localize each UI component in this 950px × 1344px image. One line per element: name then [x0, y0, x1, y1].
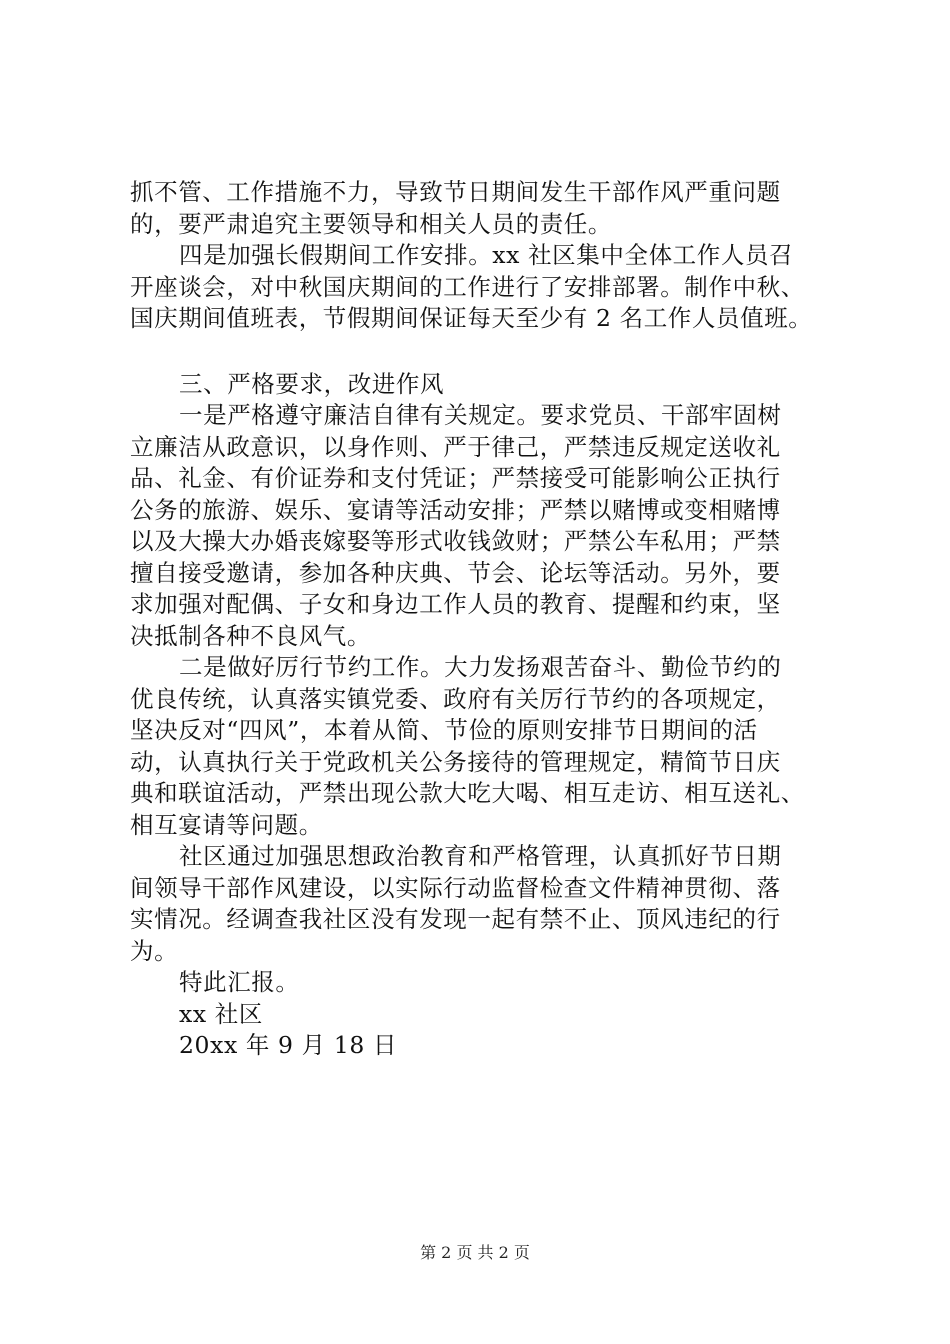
page-footer: 第 2 页 共 2 页 — [420, 1243, 530, 1262]
text-line: 社区通过加强思想政治教育和严格管理，认真抓好节日期 — [179, 842, 782, 870]
text-line: 公务的旅游、娱乐、宴请等活动安排；严禁以赌博或变相赌博 — [130, 495, 781, 524]
text-line: 典和联谊活动，严禁出现公款大吃大喝、相互走访、相互送礼、 — [130, 779, 805, 807]
text-line: 优良传统，认真落实镇党委、政府有关厉行节约的各项规定， — [130, 684, 781, 713]
text-line: 求加强对配偶、子女和身边工作人员的教育、提醒和约束，坚 — [130, 590, 781, 618]
closing-text: 特此汇报。 — [179, 968, 300, 996]
text-line: 决抵制各种不良风气。 — [130, 621, 371, 650]
text-line: 国庆期间值班表，节假期间保证每天至少有 2 名工作人员值班。 — [130, 304, 813, 332]
section-heading: 三、严格要求，改进作风 — [179, 369, 445, 398]
text-line: 以及大操大办婚丧嫁娶等形式收钱敛财；严禁公车私用；严禁 — [130, 527, 781, 555]
text-line: 擅自接受邀请，参加各种庆典、节会、论坛等活动。另外，要 — [130, 558, 781, 587]
text-line: 坚决反对“四风”，本着从简、节俭的原则安排节日期间的活 — [130, 716, 758, 744]
text-line: 二是做好厉行节约工作。大力发扬艰苦奋斗、勤俭节约的 — [179, 653, 782, 681]
blank-line — [130, 335, 850, 369]
text-line: 开座谈会，对中秋国庆期间的工作进行了安排部署。制作中秋、 — [130, 272, 805, 301]
text-line: 的，要严肃追究主要领导和相关人员的责任。 — [130, 209, 612, 238]
text-line: 实情况。经调查我社区没有发现一起有禁不止、顶风违纪的行 — [130, 905, 781, 933]
text-line: 为。 — [130, 936, 179, 965]
text-line: 一是严格遵守廉洁自律有关规定。要求党员、干部牢固树 — [179, 401, 782, 429]
text-line: 抓不管、工作措施不力，导致节日期间发生干部作风严重问题 — [130, 178, 781, 206]
text-line: 四是加强长假期间工作安排。xx 社区集中全体工作人员召 — [179, 241, 794, 269]
text-line: 品、礼金、有价证券和支付凭证；严禁接受可能影响公正执行 — [130, 464, 781, 492]
signature-date: 20xx 年 9 月 18 日 — [179, 1031, 398, 1059]
signature-org: xx 社区 — [179, 999, 263, 1028]
document-body — [130, 177, 850, 1062]
text-line: 间领导干部作风建设，以实际行动监督检查文件精神贯彻、落 — [130, 873, 781, 902]
text-line: 立廉洁从政意识，以身作则、严于律己，严禁违反规定送收礼 — [130, 432, 781, 461]
text-line: 相互宴请等问题。 — [130, 810, 323, 839]
text-line: 动，认真执行关于党政机关公务接待的管理规定，精简节日庆 — [130, 747, 781, 776]
